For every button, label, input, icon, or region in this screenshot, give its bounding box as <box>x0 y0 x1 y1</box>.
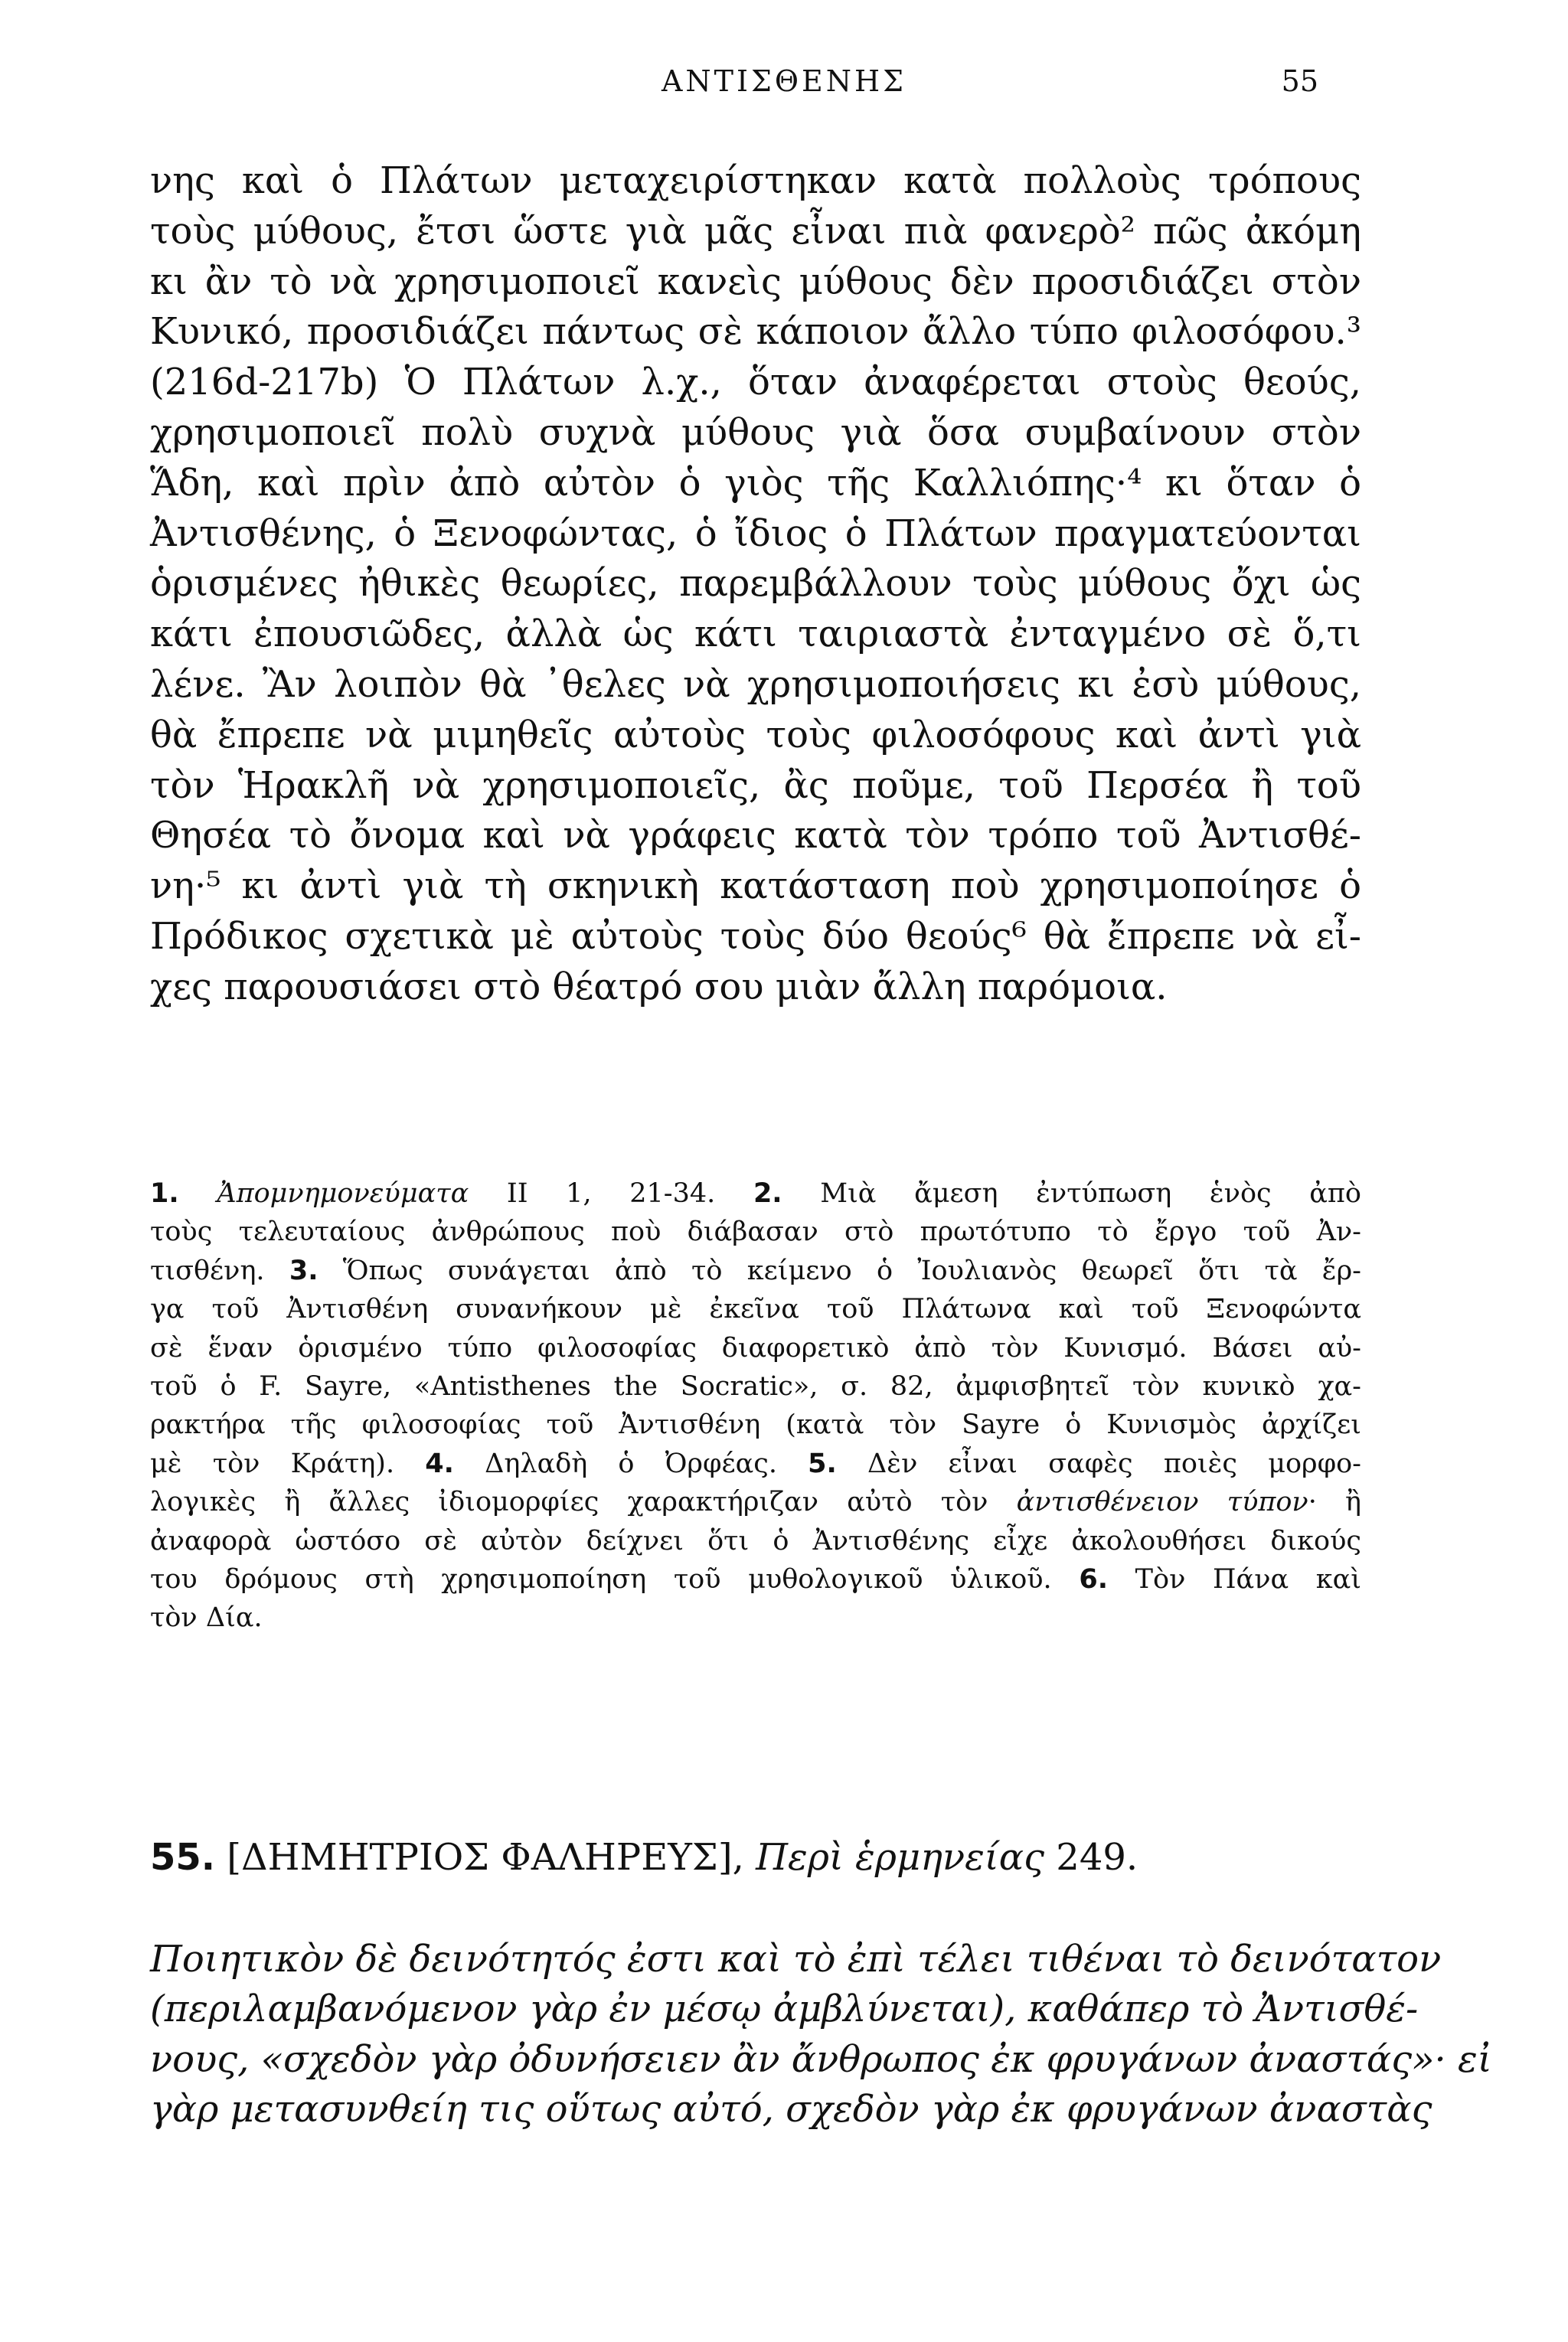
body-line: (216d-217b) Ὁ Πλάτων λ.χ., ὅταν ἀναφέρεται στοὺς θεούς, <box>150 361 1361 404</box>
footnote-line <box>150 1445 1361 1483</box>
body-line: νης καὶ ὁ Πλάτων μεταχειρίστηκαν κατὰ πολλοὺς τρόπους <box>150 159 1361 202</box>
footnote-line: ρακτήρα τῆς φιλοσοφίας τοῦ Ἀντισθένη (κατὰ τὸν Sayre ὁ Κυνισμὸς ἀρχίζει <box>150 1409 1361 1441</box>
section-number: 55. <box>150 1836 216 1879</box>
footnote-text: Δηλαδὴ ὁ Ὀρφέας. <box>453 1448 777 1479</box>
footnote-number: 2. <box>753 1178 782 1209</box>
footnote-number: 6. <box>1079 1563 1109 1595</box>
section-reference: 249. <box>1044 1836 1138 1879</box>
body-text <box>150 156 1361 1013</box>
footnote-line <box>150 1483 1361 1521</box>
footnote-line <box>150 1174 1361 1213</box>
footnote-text: Δὲν εἶναι σαφὲς ποιὲς μορφο- <box>836 1448 1361 1479</box>
footnote-number: 1. <box>150 1178 179 1209</box>
body-line: τὸν Ἡρακλῆ νὰ χρησιμοποιεῖς, ἂς ποῦμε, τοῦ Περσέα ἢ τοῦ <box>150 763 1361 807</box>
body-line: Ἅδη, καὶ πρὶν ἀπὸ αὐτὸν ὁ γιὸς τῆς Καλλιόπης·⁴ κι ὅταν ὁ <box>150 461 1361 505</box>
footnote-number: 4. <box>425 1448 454 1479</box>
running-head: ΑΝΤΙΣΘΕΝΗΣ <box>661 64 907 98</box>
footnote-text: Τὸν Πάνα καὶ <box>1108 1563 1362 1595</box>
footnote-work-title: Ἀπομνημονεύματα <box>217 1178 469 1209</box>
footnote-text: τισθένη. <box>150 1255 265 1286</box>
footnote-line: τὸν Δία. <box>150 1602 263 1634</box>
footnote-line: γα τοῦ Ἀντισθένη συνανήκουν μὲ ἐκεῖνα τοῦ Πλάτωνα καὶ τοῦ Ξενοφώντα <box>150 1294 1361 1325</box>
body-line: θὰ ἔπρεπε νὰ μιμηθεῖς αὐτοὺς τοὺς φιλοσόφους καὶ ἀντὶ γιὰ <box>150 713 1361 756</box>
quote-line: νους, «σχεδὸν γὰρ ὀδυνήσειεν ἂν ἄνθρωπος ἐκ φρυγάνων ἀναστάς»· εἰ <box>150 2037 1492 2081</box>
footnote-italic-term: ἀντισθένειον τύπον <box>1016 1487 1308 1518</box>
body-line: Πρόδικος σχετικὰ μὲ αὐτοὺς τοὺς δύο θεούς⁶ θὰ ἔπρεπε νὰ εἶ- <box>150 914 1361 958</box>
footnotes <box>150 1174 1361 1638</box>
body-line: κι ἂν τὸ νὰ χρησιμοποιεῖ κανεὶς μύθους δὲν προσιδιάζει στὸν <box>150 260 1361 303</box>
body-line: κάτι ἐπουσιῶδες, ἀλλὰ ὡς κάτι ταιριαστὰ ἐνταγμένο σὲ ὅ,τι <box>150 612 1361 656</box>
footnote-line: τοὺς τελευταίους ἀνθρώπους ποὺ διάβασαν στὸ πρωτότυπο τὸ ἔργο τοῦ Ἀν- <box>150 1217 1361 1248</box>
footnote-text: Ὅπως συνάγεται ἀπὸ τὸ κείμενο ὁ Ἰουλιανὸς θεωρεῖ ὅτι τὰ ἔρ- <box>318 1255 1361 1286</box>
quote-line: Ποιητικὸν δὲ δεινότητός ἐστι καὶ τὸ ἐπὶ τέλει τιθέναι τὸ δεινότατον <box>150 1938 1442 1981</box>
footnote-text: μὲ τὸν Κράτη). <box>150 1448 395 1479</box>
body-line: χρησιμοποιεῖ πολὺ συχνὰ μύθους γιὰ ὅσα συμβαίνουν στὸν <box>150 410 1361 454</box>
section-heading <box>150 1836 1138 1879</box>
footnote-text: του δρόμους στὴ χρησιμοποίηση τοῦ μυθολογικοῦ ὑλικοῦ. <box>150 1563 1052 1595</box>
footnote-line: τοῦ ὁ F. Sayre, «Antisthenes the Socratic», σ. 82, ἀμφισβητεῖ τὸν κυνικὸ χα- <box>150 1370 1361 1402</box>
footnote-line: σὲ ἕναν ὁρισμένο τύπο φιλοσοφίας διαφορετικὸ ἀπὸ τὸν Κυνισμό. Βάσει αὐ- <box>150 1332 1361 1364</box>
body-line: λένε. Ἂν λοιπὸν θὰ ᾽θελες νὰ χρησιμοποιήσεις κι ἐσὺ μύθους, <box>150 662 1361 706</box>
body-line: ὁρισμένες ἠθικὲς θεωρίες, παρεμβάλλουν τοὺς μύθους ὄχι ὡς <box>150 562 1361 606</box>
footnote-line: ἀναφορὰ ὡστόσο σὲ αὐτὸν δείχνει ὅτι ὁ Ἀντισθένης εἶχε ἀκολουθήσει δικούς <box>150 1525 1361 1556</box>
section-work-title: Περὶ ἑρμηνείας <box>756 1836 1045 1879</box>
quote-line: (περιλαμβανόμενον γὰρ ἐν μέσῳ ἀμβλύνεται), καθάπερ τὸ Ἀντισθέ- <box>150 1988 1419 2031</box>
footnote-line <box>150 1252 1361 1290</box>
body-line: χες παρουσιάσει στὸ θέατρό σου μιὰν ἄλλη παρόμοια. <box>150 965 1168 1008</box>
body-line: τοὺς μύθους, ἔτσι ὥστε γιὰ μᾶς εἶναι πιὰ φανερὸ² πῶς ἀκόμη <box>150 209 1361 253</box>
footnote-text: Μιὰ ἄμεση ἐντύπωση ἑνὸς ἀπὸ <box>782 1178 1361 1209</box>
body-line: Ἀντισθένης, ὁ Ξενοφώντας, ὁ ἴδιος ὁ Πλάτων πραγματεύονται <box>150 511 1361 555</box>
footnote-text: λογικὲς ἢ ἄλλες ἰδιομορφίες χαρακτήριζαν αὐτὸ τὸν <box>150 1487 1017 1518</box>
body-line: Θησέα τὸ ὄνομα καὶ νὰ γράφεις κατὰ τὸν τρόπο τοῦ Ἀντισθέ- <box>150 814 1361 857</box>
footnote-line <box>150 1560 1361 1599</box>
footnote-number: 5. <box>808 1448 837 1479</box>
quote-line: γὰρ μετασυνθείη τις οὕτως αὐτό, σχεδὸν γὰρ ἐκ φρυγάνων ἀναστὰς <box>150 2088 1432 2131</box>
footnote-text: ΙΙ 1, 21-34. <box>469 1178 716 1209</box>
page-number: 55 <box>1281 64 1318 98</box>
greek-quote <box>150 1935 1492 2135</box>
footnote-text: · ἢ <box>1308 1487 1361 1518</box>
body-line: νη·⁵ κι ἀντὶ γιὰ τὴ σκηνικὴ κατάσταση ποὺ χρησιμοποίησε ὁ <box>150 864 1361 908</box>
footnote-number: 3. <box>289 1255 318 1286</box>
page-header <box>0 64 1568 110</box>
section-author: [ΔΗΜΗΤΡΙΟΣ ΦΑΛΗΡΕΥΣ], <box>215 1836 744 1879</box>
body-line: Κυνικό, προσιδιάζει πάντως σὲ κάποιον ἄλλο τύπο φιλοσόφου.³ <box>150 310 1361 354</box>
